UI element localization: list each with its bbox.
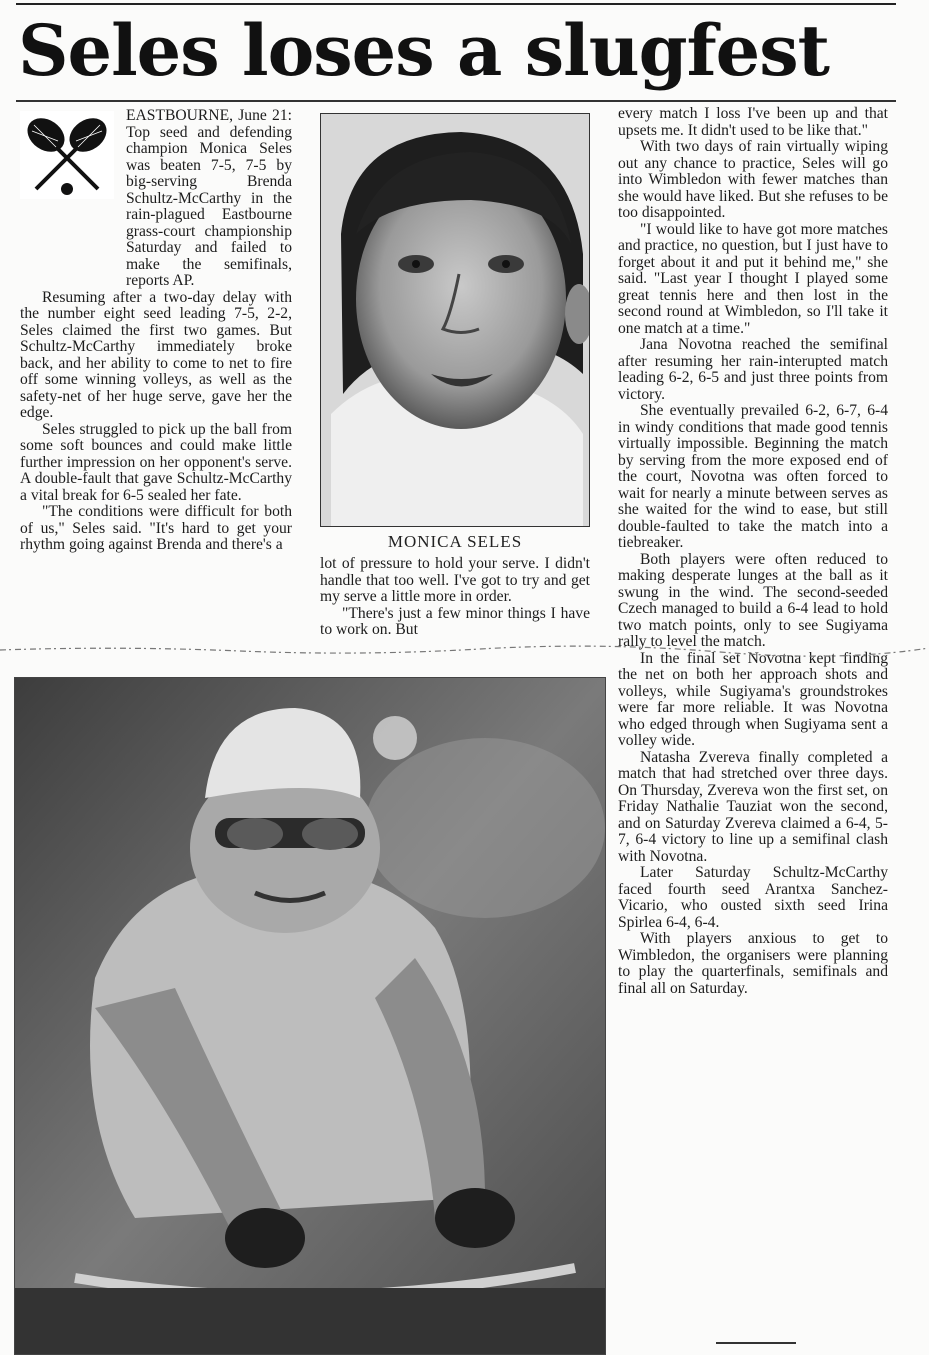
article-paragraph: Later Saturday Schultz-McCarthy faced fourth seed Arantxa Sanchez-Vicario, who ousted sixth seed Irina Spirlea 6-4, 6-4.	[618, 864, 888, 931]
cyclist-photo	[14, 677, 606, 1355]
monica-seles-photo	[320, 113, 590, 527]
article-paragraph: She eventually prevailed 6-2, 6-7, 6-4 in windy conditions that made good tennis virtually impossible. Beginning the match by serving from the more exposed end of the court, Novotna was often forced to wait for nearly a minute between serves as she waited for the wind to ease, but still double-faulted to take the match into a tiebreaker.	[618, 402, 888, 551]
article-paragraph: With two days of rain virtually wiping out any chance to practice, Seles will go into Wimbledon with fewer matches than she would have liked. But she refuses to be too disappointed.	[618, 138, 888, 221]
photo-caption: MONICA SELES	[387, 532, 523, 551]
article-paragraph: "There's just a few minor things I have to work on. But	[320, 604, 590, 638]
article-paragraph: Seles struggled to pick up the ball from some soft bounces and could make little further impression on her opponent's serve. A double-fault that gave Schultz-McCarthy a vital break for 6-5 sealed her fate.	[20, 420, 292, 504]
article-paragraph: Jana Novotna reached the semifinal after resuming her rain-interupted match leading 6-2, 6-5 and just three points from victory.	[618, 336, 888, 403]
end-rule	[716, 1342, 796, 1344]
article-paragraph: With players anxious to get to Wimbledon, the organisers were planning to play the quarterfinals, semifinals and final all on Saturday.	[618, 930, 888, 997]
article-paragraph: every match I loss I've been up and that upsets me. It didn't used to be like that."	[618, 106, 888, 139]
article-column-1	[20, 108, 292, 654]
article-paragraph: Natasha Zvereva finally completed a match that had stretched over three days. On Thursday, Zvereva won the first set, on Friday Nathalie Tauziat won the second, and on Saturday Zvereva claimed a 6-4, 5-7, 6-4 victory to line up a semifinal clash with Novotna.	[618, 748, 888, 865]
article-paragraph: "I would like to have got more matches and practice, no question, but I just have to forget about it and put it behind me," she said. "Last year I thought I played some great tennis here and then lost in the second round at Wimbledon, so I'll take it one match at a time."	[618, 220, 888, 337]
fold-crease	[0, 640, 929, 660]
article-column-3	[618, 106, 888, 1336]
headline-rule	[16, 100, 896, 102]
article-paragraph: "The conditions were difficult for both of us," Seles said. "It's hard to get your rhythm going against Brenda and there's a	[20, 503, 292, 553]
top-rule	[16, 3, 896, 5]
article-paragraph: lot of pressure to hold your serve. I didn't handle that too well. I've got to try and get my serve a little more in order.	[320, 556, 590, 605]
cyclist-illustration	[15, 678, 606, 1355]
article-paragraph: Both players were often reduced to making desperate lunges at the ball as it swung in the wind. The second-seeded Czech managed to build a 6-4 lead to hold two match points, only to see Sugiyama rally to level the match.	[618, 550, 888, 650]
article-paragraph: Resuming after a two-day delay with the number eight seed leading 7-5, 2-2, Seles claimed the first two games. But Schultz-McCarthy immediately broke back, and her ability to come to net to fire off some winning volleys, as well as the safety-net of her huge serve, gave her the edge.	[20, 288, 292, 421]
article-paragraph: In the final set Novotna kept finding the net on both her approach shots and volleys, while Sugiyama's groundstrokes were far more reliable. It was Novotna who edged through when Sugiyama sent a volley wide.	[618, 649, 888, 749]
lead-paragraph: EASTBOURNE, June 21: Top seed and defending champion Monica Seles was beaten 7-5, 7-5 by big-serving Brenda Schultz-McCarthy in the rain-plagued Eastbourne grass-court championship Saturday and failed to make the semifinals, reports AP.	[126, 108, 292, 289]
headline: Seles loses a slugfest	[18, 9, 829, 92]
portrait-illustration	[321, 114, 590, 527]
